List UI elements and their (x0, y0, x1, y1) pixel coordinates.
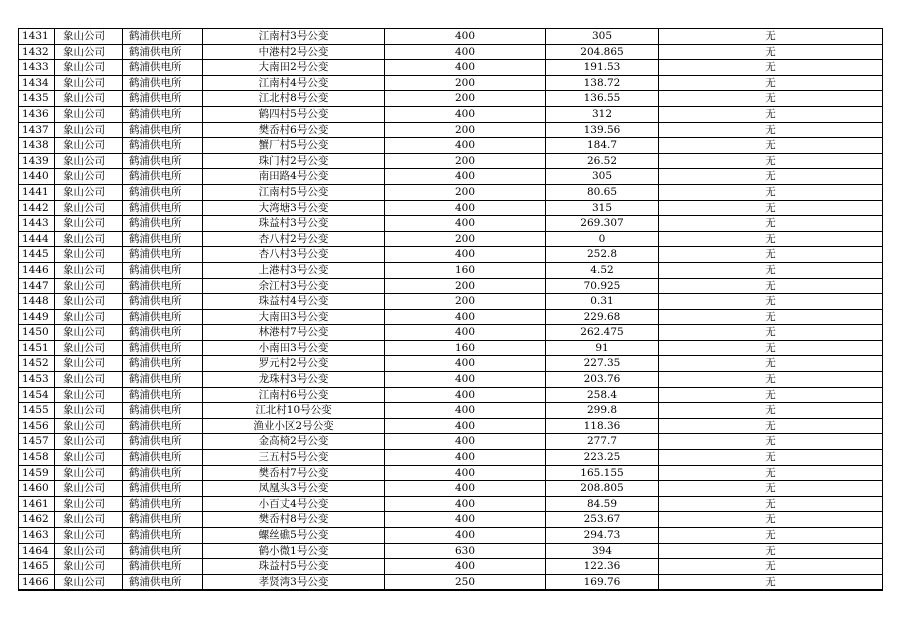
note-cell: 无 (659, 294, 883, 310)
capacity-cell: 160 (385, 262, 546, 278)
note-cell: 无 (659, 106, 883, 122)
capacity-cell: 630 (385, 543, 546, 559)
station-cell: 鹤浦供电所 (123, 418, 203, 434)
transformer-name-cell: 樊岙村6号公变 (203, 122, 385, 138)
load-cell: 122.36 (546, 559, 659, 575)
load-cell: 91 (546, 340, 659, 356)
company-cell: 象山公司 (55, 231, 123, 247)
capacity-cell: 400 (385, 309, 546, 325)
transformer-name-cell: 大湾塘3号公变 (203, 200, 385, 216)
note-cell: 无 (659, 512, 883, 528)
capacity-cell: 400 (385, 403, 546, 419)
capacity-cell: 400 (385, 481, 546, 497)
transformer-name-cell: 凤凰头3号公变 (203, 481, 385, 497)
table-row (19, 528, 883, 544)
station-cell: 鹤浦供电所 (123, 403, 203, 419)
station-cell: 鹤浦供电所 (123, 75, 203, 91)
capacity-cell: 400 (385, 138, 546, 154)
station-cell: 鹤浦供电所 (123, 481, 203, 497)
table-row (19, 372, 883, 388)
table-row (19, 434, 883, 450)
station-cell: 鹤浦供电所 (123, 559, 203, 575)
load-cell: 165.155 (546, 465, 659, 481)
load-cell: 118.36 (546, 418, 659, 434)
table-row (19, 543, 883, 559)
load-cell: 26.52 (546, 153, 659, 169)
capacity-cell: 400 (385, 44, 546, 60)
note-cell: 无 (659, 309, 883, 325)
station-cell: 鹤浦供电所 (123, 309, 203, 325)
company-cell: 象山公司 (55, 543, 123, 559)
row-number: 1453 (19, 372, 55, 388)
transformer-name-cell: 南田路4号公变 (203, 169, 385, 185)
capacity-cell: 400 (385, 387, 546, 403)
load-cell: 184.7 (546, 138, 659, 154)
row-number: 1437 (19, 122, 55, 138)
note-cell: 无 (659, 153, 883, 169)
station-cell: 鹤浦供电所 (123, 278, 203, 294)
capacity-cell: 400 (385, 559, 546, 575)
company-cell: 象山公司 (55, 29, 123, 45)
table-row (19, 122, 883, 138)
table-row (19, 309, 883, 325)
load-cell: 4.52 (546, 262, 659, 278)
load-cell: 0 (546, 231, 659, 247)
note-cell: 无 (659, 44, 883, 60)
table-row (19, 44, 883, 60)
load-cell: 0.31 (546, 294, 659, 310)
capacity-cell: 400 (385, 372, 546, 388)
capacity-cell: 400 (385, 450, 546, 466)
capacity-cell: 200 (385, 231, 546, 247)
load-cell: 305 (546, 29, 659, 45)
company-cell: 象山公司 (55, 559, 123, 575)
note-cell: 无 (659, 559, 883, 575)
table-row (19, 574, 883, 590)
station-cell: 鹤浦供电所 (123, 169, 203, 185)
capacity-cell: 200 (385, 122, 546, 138)
capacity-cell: 200 (385, 75, 546, 91)
table-row (19, 60, 883, 76)
note-cell: 无 (659, 231, 883, 247)
load-cell: 138.72 (546, 75, 659, 91)
station-cell: 鹤浦供电所 (123, 247, 203, 263)
station-cell: 鹤浦供电所 (123, 387, 203, 403)
load-cell: 277.7 (546, 434, 659, 450)
note-cell: 无 (659, 91, 883, 107)
load-cell: 315 (546, 200, 659, 216)
row-number: 1446 (19, 262, 55, 278)
transformer-name-cell: 金高椅2号公变 (203, 434, 385, 450)
capacity-cell: 200 (385, 153, 546, 169)
transformer-name-cell: 中港村2号公变 (203, 44, 385, 60)
table-row (19, 496, 883, 512)
note-cell: 无 (659, 75, 883, 91)
capacity-cell: 400 (385, 325, 546, 341)
table-row (19, 418, 883, 434)
capacity-cell: 400 (385, 434, 546, 450)
capacity-cell: 400 (385, 200, 546, 216)
row-number: 1432 (19, 44, 55, 60)
load-cell: 70.925 (546, 278, 659, 294)
row-number: 1454 (19, 387, 55, 403)
station-cell: 鹤浦供电所 (123, 325, 203, 341)
note-cell: 无 (659, 434, 883, 450)
transformer-table (18, 28, 883, 591)
load-cell: 299.8 (546, 403, 659, 419)
company-cell: 象山公司 (55, 294, 123, 310)
note-cell: 无 (659, 325, 883, 341)
row-number: 1440 (19, 169, 55, 185)
table-row (19, 278, 883, 294)
capacity-cell: 400 (385, 247, 546, 263)
table-row (19, 262, 883, 278)
company-cell: 象山公司 (55, 262, 123, 278)
transformer-name-cell: 大南田2号公变 (203, 60, 385, 76)
company-cell: 象山公司 (55, 356, 123, 372)
transformer-name-cell: 珠益村3号公变 (203, 216, 385, 232)
transformer-name-cell: 林港村7号公变 (203, 325, 385, 341)
load-cell: 80.65 (546, 184, 659, 200)
table-row (19, 106, 883, 122)
table-row (19, 387, 883, 403)
table-row (19, 325, 883, 341)
load-cell: 203.76 (546, 372, 659, 388)
capacity-cell: 200 (385, 294, 546, 310)
company-cell: 象山公司 (55, 309, 123, 325)
station-cell: 鹤浦供电所 (123, 434, 203, 450)
note-cell: 无 (659, 247, 883, 263)
company-cell: 象山公司 (55, 91, 123, 107)
company-cell: 象山公司 (55, 44, 123, 60)
transformer-name-cell: 樊岙村7号公变 (203, 465, 385, 481)
note-cell: 无 (659, 29, 883, 45)
transformer-name-cell: 江北村8号公变 (203, 91, 385, 107)
table-row (19, 403, 883, 419)
row-number: 1465 (19, 559, 55, 575)
station-cell: 鹤浦供电所 (123, 91, 203, 107)
note-cell: 无 (659, 356, 883, 372)
company-cell: 象山公司 (55, 528, 123, 544)
note-cell: 无 (659, 200, 883, 216)
load-cell: 229.68 (546, 309, 659, 325)
station-cell: 鹤浦供电所 (123, 122, 203, 138)
transformer-name-cell: 鹤小微1号公变 (203, 543, 385, 559)
transformer-name-cell: 珠益村5号公变 (203, 559, 385, 575)
transformer-name-cell: 樊岙村8号公变 (203, 512, 385, 528)
row-number: 1457 (19, 434, 55, 450)
load-cell: 252.8 (546, 247, 659, 263)
table-row (19, 231, 883, 247)
note-cell: 无 (659, 372, 883, 388)
note-cell: 无 (659, 138, 883, 154)
company-cell: 象山公司 (55, 434, 123, 450)
row-number: 1459 (19, 465, 55, 481)
load-cell: 169.76 (546, 574, 659, 590)
station-cell: 鹤浦供电所 (123, 231, 203, 247)
row-number: 1462 (19, 512, 55, 528)
transformer-name-cell: 江北村10号公变 (203, 403, 385, 419)
company-cell: 象山公司 (55, 340, 123, 356)
transformer-name-cell: 小南田3号公变 (203, 340, 385, 356)
note-cell: 无 (659, 216, 883, 232)
table-row (19, 340, 883, 356)
station-cell: 鹤浦供电所 (123, 294, 203, 310)
station-cell: 鹤浦供电所 (123, 138, 203, 154)
company-cell: 象山公司 (55, 122, 123, 138)
load-cell: 208.805 (546, 481, 659, 497)
row-number: 1435 (19, 91, 55, 107)
load-cell: 258.4 (546, 387, 659, 403)
company-cell: 象山公司 (55, 450, 123, 466)
capacity-cell: 160 (385, 340, 546, 356)
table-row (19, 200, 883, 216)
transformer-name-cell: 罗元村2号公变 (203, 356, 385, 372)
capacity-cell: 400 (385, 60, 546, 76)
note-cell: 无 (659, 387, 883, 403)
transformer-name-cell: 小百丈4号公变 (203, 496, 385, 512)
company-cell: 象山公司 (55, 200, 123, 216)
capacity-cell: 200 (385, 278, 546, 294)
load-cell: 294.73 (546, 528, 659, 544)
station-cell: 鹤浦供电所 (123, 372, 203, 388)
station-cell: 鹤浦供电所 (123, 44, 203, 60)
transformer-name-cell: 珠门村2号公变 (203, 153, 385, 169)
company-cell: 象山公司 (55, 184, 123, 200)
transformer-name-cell: 螺丝礁5号公变 (203, 528, 385, 544)
transformer-name-cell: 三五村5号公变 (203, 450, 385, 466)
row-number: 1458 (19, 450, 55, 466)
row-number: 1448 (19, 294, 55, 310)
transformer-name-cell: 上港村3号公变 (203, 262, 385, 278)
capacity-cell: 400 (385, 496, 546, 512)
company-cell: 象山公司 (55, 106, 123, 122)
transformer-name-cell: 江南村4号公变 (203, 75, 385, 91)
row-number: 1461 (19, 496, 55, 512)
station-cell: 鹤浦供电所 (123, 543, 203, 559)
station-cell: 鹤浦供电所 (123, 574, 203, 590)
load-cell: 227.35 (546, 356, 659, 372)
station-cell: 鹤浦供电所 (123, 29, 203, 45)
station-cell: 鹤浦供电所 (123, 356, 203, 372)
row-number: 1450 (19, 325, 55, 341)
station-cell: 鹤浦供电所 (123, 450, 203, 466)
row-number: 1445 (19, 247, 55, 263)
company-cell: 象山公司 (55, 169, 123, 185)
row-number: 1451 (19, 340, 55, 356)
transformer-name-cell: 渔业小区2号公变 (203, 418, 385, 434)
note-cell: 无 (659, 481, 883, 497)
station-cell: 鹤浦供电所 (123, 106, 203, 122)
note-cell: 无 (659, 465, 883, 481)
company-cell: 象山公司 (55, 418, 123, 434)
transformer-name-cell: 江南村6号公变 (203, 387, 385, 403)
row-number: 1466 (19, 574, 55, 590)
company-cell: 象山公司 (55, 574, 123, 590)
table-row (19, 294, 883, 310)
note-cell: 无 (659, 278, 883, 294)
row-number: 1464 (19, 543, 55, 559)
capacity-cell: 400 (385, 356, 546, 372)
table-row (19, 75, 883, 91)
load-cell: 84.59 (546, 496, 659, 512)
company-cell: 象山公司 (55, 481, 123, 497)
load-cell: 394 (546, 543, 659, 559)
table-row (19, 91, 883, 107)
note-cell: 无 (659, 418, 883, 434)
row-number: 1433 (19, 60, 55, 76)
company-cell: 象山公司 (55, 403, 123, 419)
transformer-name-cell: 孝贤湾3号公变 (203, 574, 385, 590)
company-cell: 象山公司 (55, 387, 123, 403)
transformer-name-cell: 杏八村2号公变 (203, 231, 385, 247)
table-row (19, 512, 883, 528)
transformer-name-cell: 杏八村3号公变 (203, 247, 385, 263)
company-cell: 象山公司 (55, 325, 123, 341)
table-row (19, 29, 883, 45)
note-cell: 无 (659, 574, 883, 590)
row-number: 1443 (19, 216, 55, 232)
transformer-name-cell: 珠益村4号公变 (203, 294, 385, 310)
row-number: 1452 (19, 356, 55, 372)
note-cell: 无 (659, 496, 883, 512)
load-cell: 305 (546, 169, 659, 185)
transformer-name-cell: 大南田3号公变 (203, 309, 385, 325)
capacity-cell: 400 (385, 29, 546, 45)
table-row (19, 153, 883, 169)
capacity-cell: 200 (385, 91, 546, 107)
station-cell: 鹤浦供电所 (123, 153, 203, 169)
load-cell: 136.55 (546, 91, 659, 107)
company-cell: 象山公司 (55, 216, 123, 232)
table-row (19, 247, 883, 263)
capacity-cell: 400 (385, 512, 546, 528)
company-cell: 象山公司 (55, 138, 123, 154)
row-number: 1438 (19, 138, 55, 154)
station-cell: 鹤浦供电所 (123, 528, 203, 544)
transformer-name-cell: 龙珠村3号公变 (203, 372, 385, 388)
company-cell: 象山公司 (55, 465, 123, 481)
capacity-cell: 250 (385, 574, 546, 590)
row-number: 1463 (19, 528, 55, 544)
note-cell: 无 (659, 450, 883, 466)
transformer-name-cell: 鹤四村5号公变 (203, 106, 385, 122)
company-cell: 象山公司 (55, 247, 123, 263)
transformer-name-cell: 江南村5号公变 (203, 184, 385, 200)
company-cell: 象山公司 (55, 153, 123, 169)
station-cell: 鹤浦供电所 (123, 465, 203, 481)
note-cell: 无 (659, 340, 883, 356)
row-number: 1460 (19, 481, 55, 497)
load-cell: 223.25 (546, 450, 659, 466)
capacity-cell: 400 (385, 528, 546, 544)
note-cell: 无 (659, 60, 883, 76)
station-cell: 鹤浦供电所 (123, 184, 203, 200)
note-cell: 无 (659, 403, 883, 419)
company-cell: 象山公司 (55, 75, 123, 91)
load-cell: 262.475 (546, 325, 659, 341)
load-cell: 191.53 (546, 60, 659, 76)
note-cell: 无 (659, 122, 883, 138)
company-cell: 象山公司 (55, 278, 123, 294)
load-cell: 253.67 (546, 512, 659, 528)
station-cell: 鹤浦供电所 (123, 60, 203, 76)
capacity-cell: 400 (385, 106, 546, 122)
table-row (19, 356, 883, 372)
row-number: 1444 (19, 231, 55, 247)
row-number: 1449 (19, 309, 55, 325)
load-cell: 204.865 (546, 44, 659, 60)
note-cell: 无 (659, 262, 883, 278)
table-row (19, 169, 883, 185)
station-cell: 鹤浦供电所 (123, 340, 203, 356)
capacity-cell: 400 (385, 418, 546, 434)
row-number: 1441 (19, 184, 55, 200)
row-number: 1442 (19, 200, 55, 216)
load-cell: 139.56 (546, 122, 659, 138)
transformer-name-cell: 蟹厂村5号公变 (203, 138, 385, 154)
row-number: 1447 (19, 278, 55, 294)
row-number: 1431 (19, 29, 55, 45)
station-cell: 鹤浦供电所 (123, 200, 203, 216)
table-row (19, 216, 883, 232)
row-number: 1456 (19, 418, 55, 434)
note-cell: 无 (659, 169, 883, 185)
note-cell: 无 (659, 543, 883, 559)
table-row (19, 465, 883, 481)
company-cell: 象山公司 (55, 512, 123, 528)
capacity-cell: 400 (385, 216, 546, 232)
table-row (19, 481, 883, 497)
table-body (19, 29, 883, 591)
capacity-cell: 400 (385, 169, 546, 185)
row-number: 1434 (19, 75, 55, 91)
station-cell: 鹤浦供电所 (123, 496, 203, 512)
row-number: 1439 (19, 153, 55, 169)
capacity-cell: 400 (385, 465, 546, 481)
table-row (19, 450, 883, 466)
company-cell: 象山公司 (55, 60, 123, 76)
transformer-name-cell: 余江村3号公变 (203, 278, 385, 294)
table-row (19, 138, 883, 154)
station-cell: 鹤浦供电所 (123, 512, 203, 528)
table-row (19, 184, 883, 200)
company-cell: 象山公司 (55, 372, 123, 388)
note-cell: 无 (659, 528, 883, 544)
load-cell: 269.307 (546, 216, 659, 232)
station-cell: 鹤浦供电所 (123, 262, 203, 278)
station-cell: 鹤浦供电所 (123, 216, 203, 232)
row-number: 1455 (19, 403, 55, 419)
capacity-cell: 200 (385, 184, 546, 200)
row-number: 1436 (19, 106, 55, 122)
company-cell: 象山公司 (55, 496, 123, 512)
load-cell: 312 (546, 106, 659, 122)
note-cell: 无 (659, 184, 883, 200)
transformer-name-cell: 江南村3号公变 (203, 29, 385, 45)
table-row (19, 559, 883, 575)
